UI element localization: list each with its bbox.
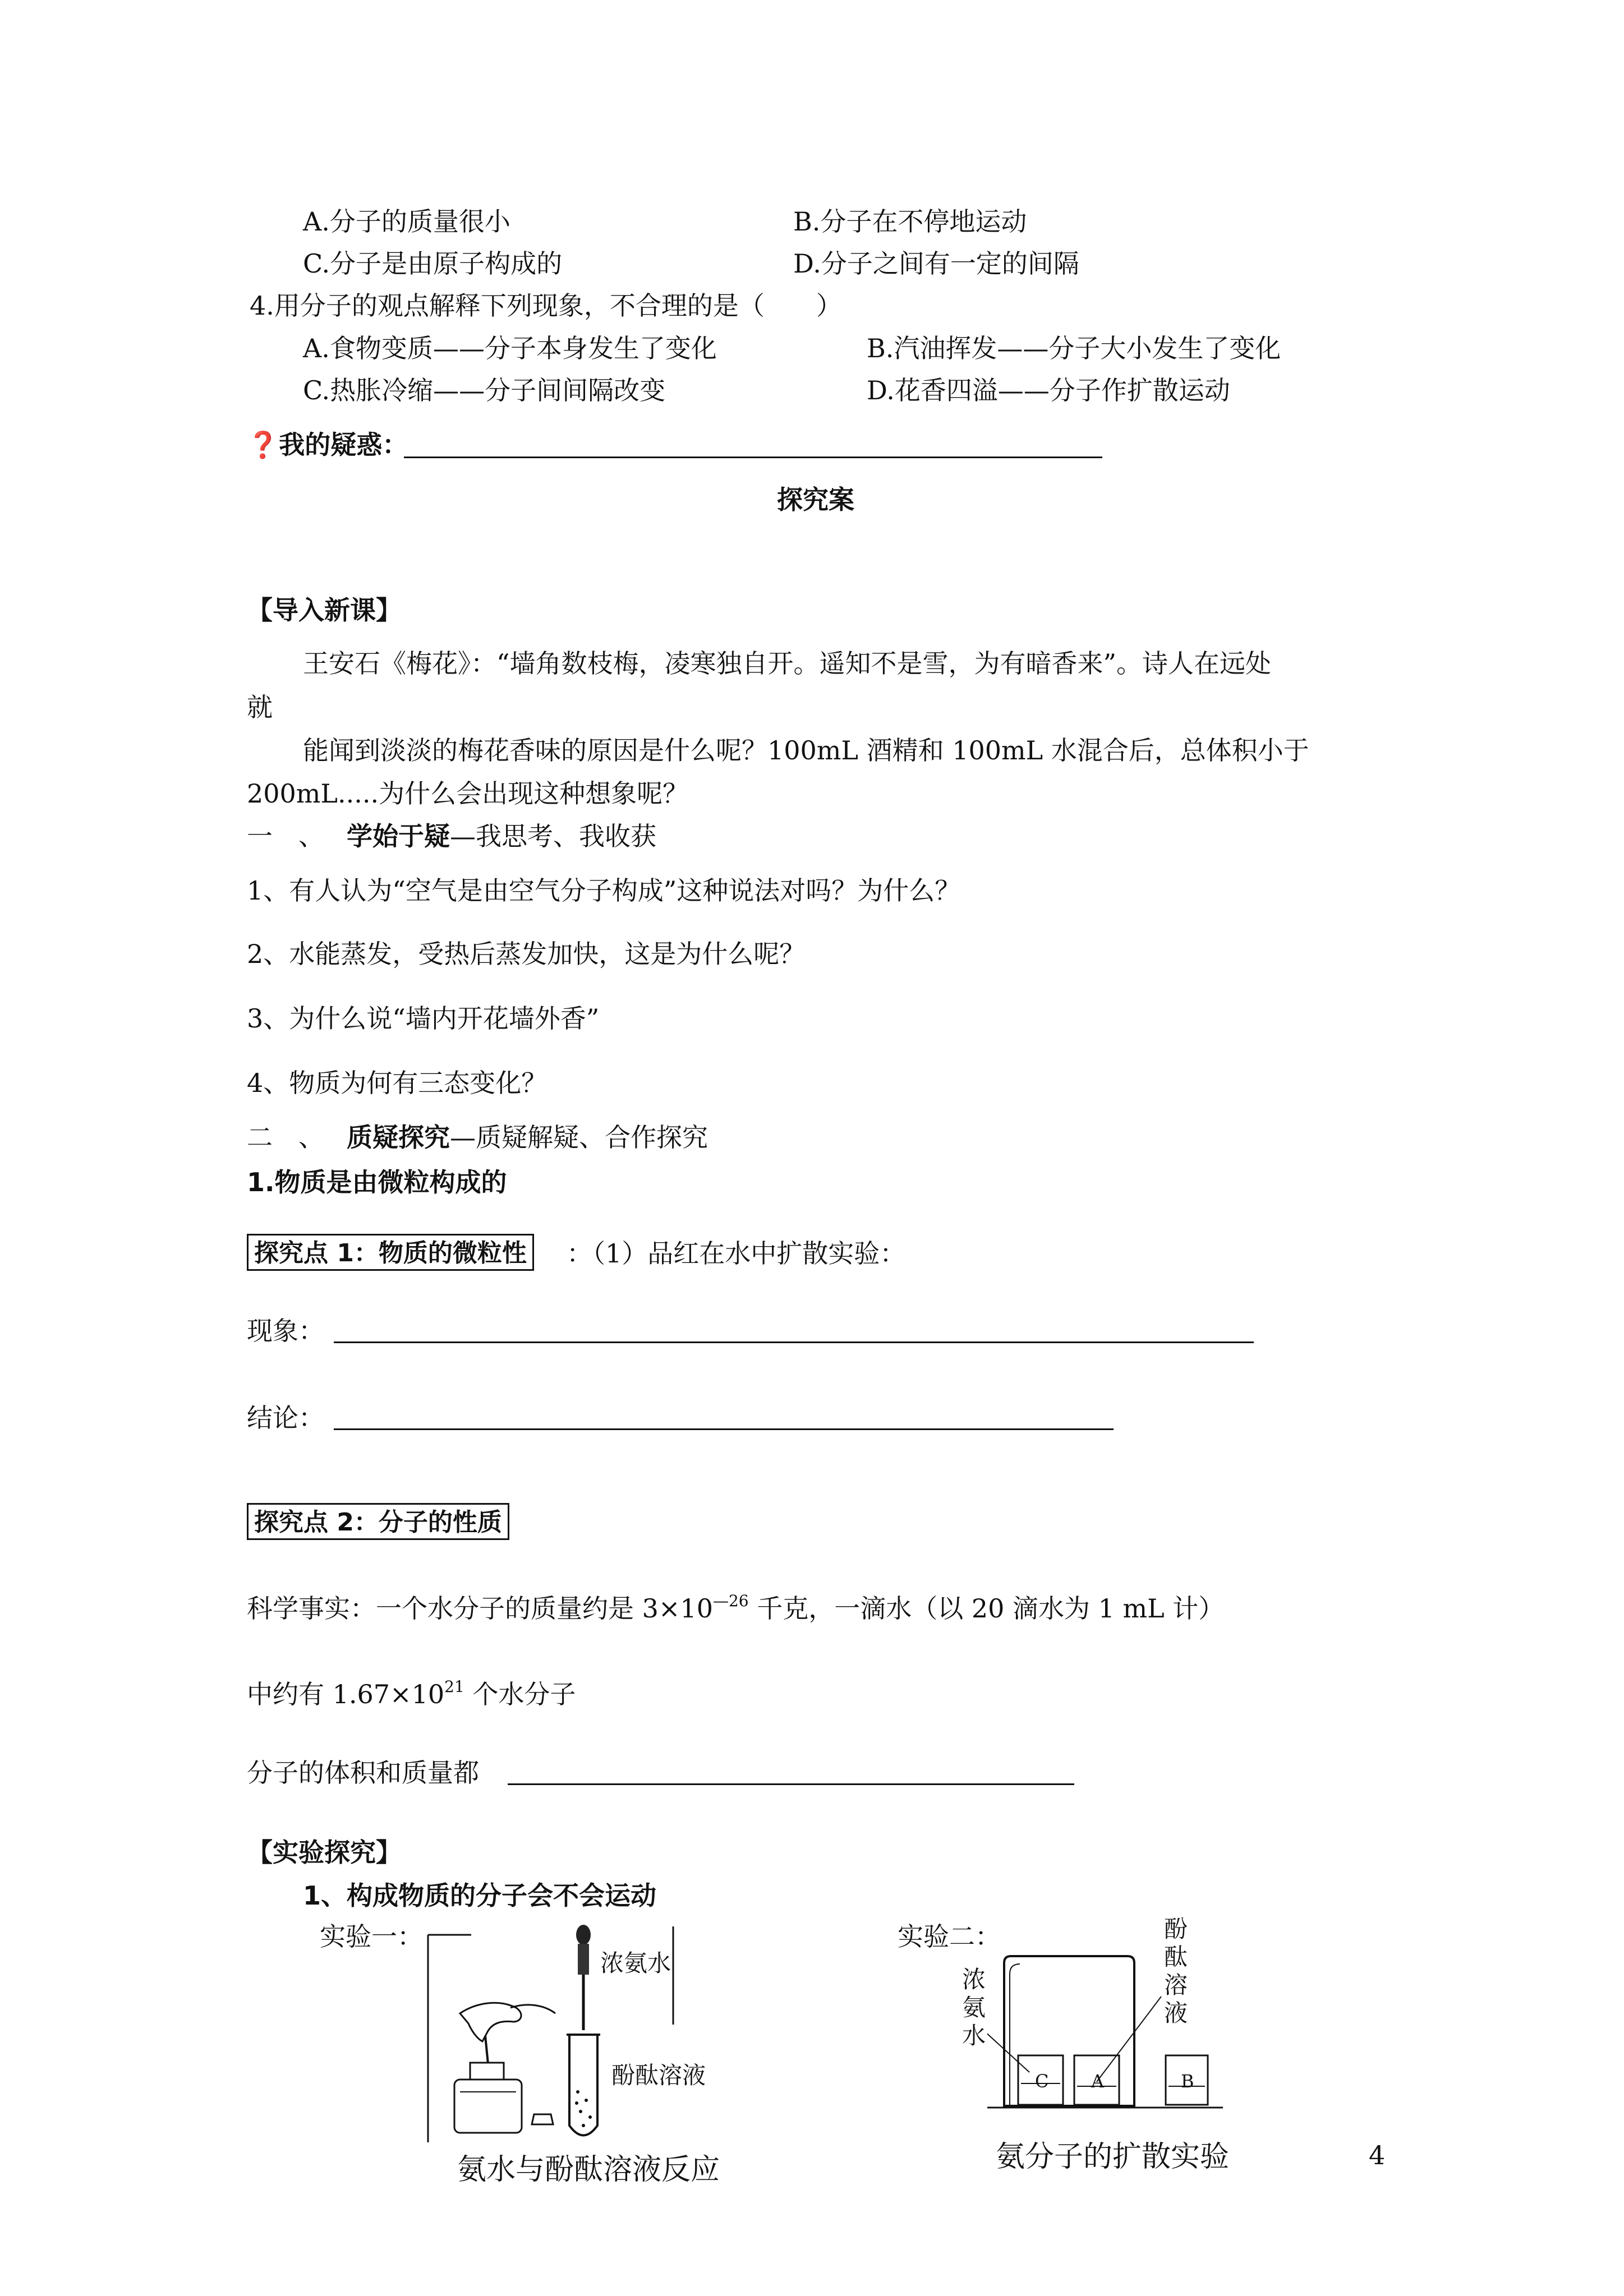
volume-mass-blank[interactable]: [508, 1783, 1074, 1785]
fact-exponent: —26: [712, 1592, 749, 1610]
q3-option-a: A.分子的质量很小: [303, 206, 510, 237]
volume-mass-label: 分子的体积和质量都: [247, 1758, 479, 1788]
intro-line-2: 就: [247, 692, 273, 722]
intro-line-1: 王安石《梅花》：“墙角数枝梅，凌寒独自开。遥知不是雪，为有暗香来”。诗人在远处: [303, 648, 1272, 679]
q4-option-d: D.花香四溢——分子作扩散运动: [867, 375, 1230, 405]
point1-box: 探究点 1：物质的微粒性: [247, 1234, 534, 1271]
part2-title: 质疑探究: [347, 1122, 450, 1152]
part1-subtitle: —我思考、我收获: [450, 821, 656, 851]
exp2-ammonia-label: [962, 1966, 986, 2050]
exp2-ammonia-char: 氨: [962, 1994, 986, 2021]
exp2-diagram: [987, 1952, 1223, 2120]
exp2-beaker-b-label: B: [1181, 2071, 1194, 2092]
part2-heading: [247, 1124, 708, 1150]
conclusion-label: 结论：: [247, 1403, 324, 1433]
exp2-phenol-char: 溶: [1164, 1971, 1188, 1999]
count-prefix: 中约有 1.67×10: [247, 1679, 445, 1709]
part2-subtitle: —质疑解疑、合作探究: [450, 1122, 708, 1152]
fact-suffix: 千克，一滴水（以 20 滴水为 1 mL 计）: [748, 1593, 1225, 1624]
exp2-caption: 氨分子的扩散实验: [996, 2140, 1230, 2174]
part1-title: 学始于疑: [347, 821, 450, 851]
fact-prefix: 科学事实：一个水分子的质量约是 3×10: [247, 1593, 713, 1624]
exp1-caption: 氨水与酚酞溶液反应: [457, 2153, 720, 2187]
intro-heading: 【导入新课】: [247, 595, 402, 625]
q3-option-c: C.分子是由原子构成的: [303, 248, 563, 279]
my-doubt-label: ❓我的疑惑：: [247, 430, 408, 460]
part2-number: 二 、: [247, 1122, 324, 1152]
exp2-label: 实验二：: [898, 1921, 1001, 1952]
count-suffix: 个水分子: [464, 1679, 576, 1709]
section-title: 探究案: [777, 485, 854, 515]
q3-option-d: D.分子之间有一定的间隔: [793, 248, 1079, 279]
exp2-phenol-char: 酞: [1164, 1943, 1188, 1971]
exp2-phenol-char: 酚: [1164, 1915, 1188, 1943]
phenomenon-blank[interactable]: [334, 1341, 1254, 1343]
exp1-phenolphthalein-label: 酚酞溶液: [611, 2062, 706, 2089]
intro-line-4: 200mL.....为什么会出现这种想象呢？: [247, 778, 689, 809]
page-number: 4: [1369, 2140, 1386, 2170]
part1-question-3: 3、为什么说“墙内开花墙外香”: [247, 1003, 600, 1034]
q4-stem: 4.用分子的观点解释下列现象，不合理的是（ ）: [250, 291, 842, 321]
exp2-beaker-a-label: A: [1091, 2071, 1105, 2092]
exp2-beaker-c-label: C: [1035, 2071, 1049, 2092]
my-doubt-blank[interactable]: [404, 457, 1102, 458]
scientific-fact: [247, 1592, 1225, 1624]
exp2-ammonia-char: 水: [962, 2022, 986, 2049]
exp1-ammonia-label: 浓氨水: [600, 1949, 671, 1977]
part1-number: 一 、: [247, 821, 324, 851]
molecule-count: [247, 1677, 576, 1709]
experiment-heading: 【实验探究】: [247, 1837, 402, 1868]
q4-option-a: A.食物变质——分子本身发生了变化: [303, 333, 717, 363]
exp1-label: 实验一：: [320, 1921, 423, 1952]
phenomenon-label: 现象：: [247, 1316, 324, 1346]
q4-option-b: B.汽油挥发——分子大小发生了变化: [867, 333, 1281, 363]
conclusion-blank[interactable]: [334, 1428, 1114, 1430]
q4-option-c: C.热胀冷缩——分子间间隔改变: [303, 375, 666, 405]
part2-subheading: 1.物质是由微粒构成的: [247, 1167, 507, 1197]
exp2-ammonia-char: 浓: [962, 1966, 986, 1993]
count-exponent: 21: [444, 1677, 464, 1696]
point2-box: 探究点 2：分子的性质: [247, 1503, 509, 1540]
part1-question-2: 2、水能蒸发，受热后蒸发加快，这是为什么呢？: [247, 939, 806, 969]
point1-text: ：（1）品红在水中扩散实验：: [567, 1238, 906, 1269]
part1-question-4: 4、物质为何有三态变化？: [247, 1068, 548, 1098]
exp2-phenol-char: 液: [1164, 1999, 1188, 2027]
experiment-subheading: 1、构成物质的分子会不会运动: [303, 1880, 657, 1911]
part1-question-1: 1、有人认为“空气是由空气分子构成”这种说法对吗？为什么？: [247, 875, 961, 906]
part1-heading: [247, 823, 656, 849]
intro-line-3: 能闻到淡淡的梅花香味的原因是什么呢？100mL 酒精和 100mL 水混合后，总体积小于: [303, 735, 1309, 766]
q3-option-b: B.分子在不停地运动: [793, 206, 1027, 237]
